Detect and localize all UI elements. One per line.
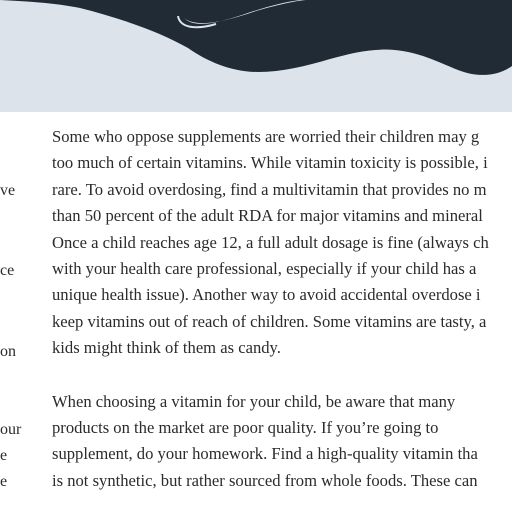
sidebar-text-fragment: e — [0, 473, 8, 490]
paragraph-line: Some who oppose supplements are worried their children may g — [52, 127, 480, 146]
sidebar-text-fragment: on — [0, 343, 16, 360]
sidebar-text-fragment: ve — [0, 182, 16, 199]
hero-illustration — [0, 0, 512, 112]
paragraph-line: unique health issue). Another way to avoid accidental overdose i — [52, 285, 481, 305]
paragraph-vitamin-overdose — [52, 124, 512, 362]
article-body — [52, 124, 512, 512]
paragraph-line: products on the market are poor quality. If you’re going to — [52, 418, 439, 438]
paragraph-line: supplement, do your homework. Find a high-quality vitamin tha — [52, 444, 478, 464]
hero-banner — [0, 0, 512, 112]
paragraph-line: rare. To avoid overdosing, find a multivitamin that provides no m — [52, 179, 487, 199]
paragraph-line: kids might think of them as candy. — [52, 338, 281, 358]
paragraph-choosing-vitamin — [52, 389, 512, 495]
paragraph-line: Once a child reaches age 12, a full adult dosage is fine (always ch — [52, 232, 489, 252]
paragraph-line: with your health care professional, especially if your child has a — [52, 259, 477, 279]
paragraph-line: is not synthetic, but rather sourced from whole foods. These can — [52, 470, 478, 490]
sidebar-text-fragment: our — [0, 421, 22, 438]
paragraph-line: keep vitamins out of reach of children. Some vitamins are tasty, a — [52, 311, 487, 331]
sidebar-text-fragment: ce — [0, 262, 15, 279]
sidebar-text-fragment: e — [0, 447, 8, 464]
paragraph-spacer — [52, 362, 512, 389]
paragraph-line: too much of certain vitamins. While vitamin toxicity is possible, i — [52, 153, 488, 173]
paragraph-line: When choosing a vitamin for your child, be aware that many — [52, 391, 456, 411]
left-column-clipped — [0, 112, 40, 512]
paragraph-line: than 50 percent of the adult RDA for major vitamins and mineral — [52, 206, 483, 226]
